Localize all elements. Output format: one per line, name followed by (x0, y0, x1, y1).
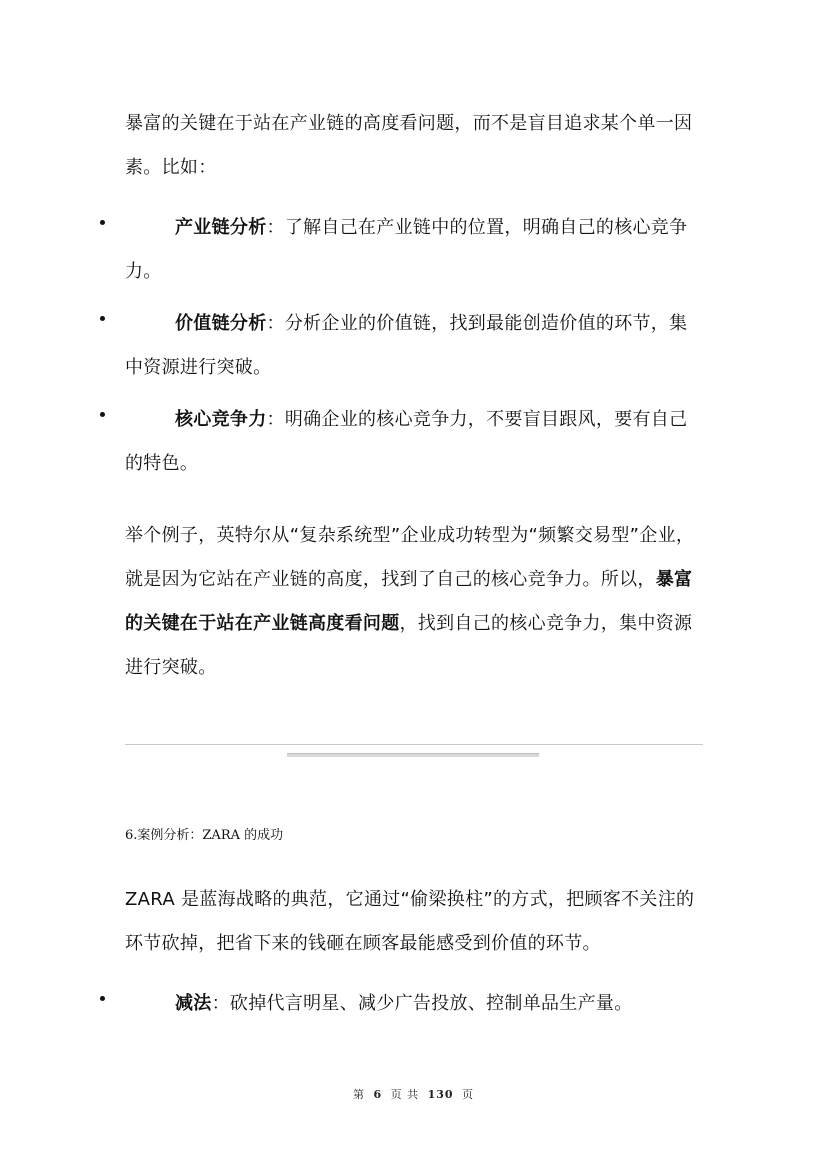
footer-suffix: 页 (462, 1088, 475, 1101)
section-heading: 6.案例分析：ZARA 的成功 (125, 828, 284, 843)
footer-page-number: 6 (373, 1088, 383, 1101)
bullet-term: 价值链分析 (175, 313, 267, 334)
footer-prefix: 第 (352, 1088, 365, 1101)
zara-paragraph (125, 878, 705, 966)
example-text-before: 举个例子，英特尔从“复杂系统型”企业成功转型为“频繁交易型”企业，就是因为它站在产业链的高度，找到了自己的核心竞争力。所以， (125, 525, 695, 590)
bullet-text (125, 982, 705, 1026)
bullet-description: 分析企业的价值链，找到最能创造价值的环节，集中资源进行突破。 (125, 313, 688, 378)
bullet-description: 明确企业的核心竞争力，不要盲目跟风，要有自己的特色。 (125, 409, 688, 474)
footer-mid: 页 共 (390, 1088, 420, 1101)
footer-total-pages: 130 (427, 1088, 454, 1101)
example-paragraph (125, 514, 705, 690)
bullet-separator: ： (266, 313, 285, 334)
bullet-term: 核心竞争力 (175, 409, 267, 430)
bullet-icon (100, 412, 105, 417)
section-divider-bar (287, 753, 539, 757)
bullet-separator: ： (266, 409, 285, 430)
example-text-bold: 暴富的关键在于站在产业链高度看问题 (125, 569, 693, 634)
bullet-text (125, 302, 705, 390)
bullet-description: 砍掉代言明星、减少广告投放、控制单品生产量。 (229, 993, 633, 1014)
page-footer (0, 1086, 827, 1102)
section-divider-line (125, 744, 703, 745)
bullet-term: 减法 (175, 993, 212, 1014)
bullet-term: 产业链分析 (175, 217, 267, 238)
example-text-after: ，找到自己的核心竞争力，集中资源进行突破。 (125, 613, 693, 678)
bullet-separator: ： (211, 993, 230, 1014)
bullet-separator: ： (266, 217, 285, 238)
intro-text: 暴富的关键在于站在产业链的高度看问题，而不是盲目追求某个单一因素。比如： (125, 113, 693, 178)
bullet-text (125, 398, 705, 486)
bullet-icon (100, 316, 105, 321)
bullet-description: 了解自己在产业链中的位置，明确自己的核心竞争力。 (125, 217, 688, 282)
bullet-icon (100, 996, 105, 1001)
bullet-icon (100, 220, 105, 225)
bullet-text (125, 206, 705, 294)
zara-text: ZARA 是蓝海战略的典范，它通过“偷梁换柱”的方式，把顾客不关注的环节砍掉，把省下来的钱砸在顾客最能感受到价值的环节。 (125, 889, 695, 954)
intro-paragraph (125, 102, 705, 190)
